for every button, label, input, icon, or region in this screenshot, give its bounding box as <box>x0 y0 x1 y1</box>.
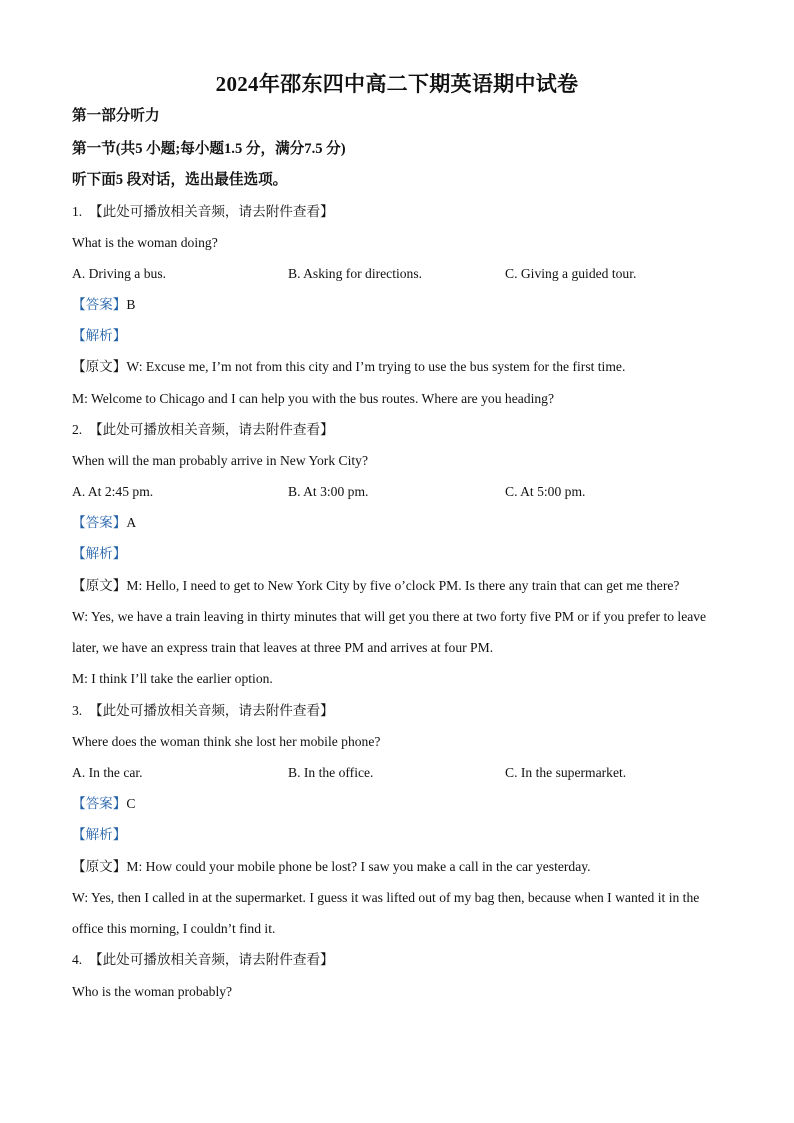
answer-label: 【答案】 <box>72 515 127 530</box>
transcript-text: W: Excuse me, I’m not from this city and I’m trying to use the bus system for the first time. <box>126 359 626 374</box>
audio-note[interactable]: 【此处可播放相关音频，请去附件查看】 <box>89 952 334 967</box>
question-2-option-c: C. At 5:00 pm. <box>505 484 586 499</box>
question-1-transcript-line-1 <box>72 358 732 376</box>
question-2-transcript-line-2: W: Yes, we have a train leaving in thirty minutes that will get you there at two forty five PM or if you prefer to leave <box>72 609 707 624</box>
transcript-text: M: Hello, I need to get to New York City by five o’clock PM. Is there any train that can get me there? <box>126 578 680 593</box>
question-1-audio-line <box>72 203 732 221</box>
answer-label: 【答案】 <box>72 297 127 312</box>
instruction: 听下面5 段对话，选出最佳选项。 <box>72 172 288 188</box>
answer-value: A <box>126 515 137 530</box>
question-3-transcript-line-2: W: Yes, then I called in at the supermarket. I guess it was lifted out of my bag then, because when I wanted it in the <box>72 890 700 905</box>
question-3-answer <box>72 795 732 813</box>
question-2-transcript-line-4: M: I think I’ll take the earlier option. <box>72 671 273 686</box>
question-2-option-a: A. At 2:45 pm. <box>72 484 154 499</box>
question-3-audio-line <box>72 702 732 720</box>
question-1-transcript-line-2: M: Welcome to Chicago and I can help you with the bus routes. Where are you heading? <box>72 391 554 406</box>
transcript-text: M: How could your mobile phone be lost? I saw you make a call in the car yesterday. <box>126 859 591 874</box>
question-number: 1. <box>72 204 83 219</box>
question-3-analysis <box>72 826 732 844</box>
question-3-transcript-line-3: office this morning, I couldn’t find it. <box>72 921 276 936</box>
question-2-analysis <box>72 545 732 563</box>
audio-note[interactable]: 【此处可播放相关音频，请去附件查看】 <box>89 422 334 437</box>
analysis-label: 【解析】 <box>72 546 127 561</box>
question-2-transcript-line-3: later, we have an express train that leaves at three PM and arrives at four PM. <box>72 640 494 655</box>
question-2-option-b: B. At 3:00 pm. <box>288 484 369 499</box>
answer-label: 【答案】 <box>72 796 127 811</box>
question-1-option-a: A. Driving a bus. <box>72 266 167 281</box>
question-1-analysis <box>72 327 732 345</box>
original-label: 【原文】 <box>72 578 127 593</box>
question-number: 2. <box>72 422 83 437</box>
part-heading: 第一部分听力 <box>72 108 160 124</box>
question-4-audio-line <box>72 951 732 969</box>
question-number: 4. <box>72 952 83 967</box>
question-1-text: What is the woman doing? <box>72 235 218 250</box>
question-3-option-a: A. In the car. <box>72 765 143 780</box>
audio-note[interactable]: 【此处可播放相关音频，请去附件查看】 <box>89 204 334 219</box>
question-3-text: Where does the woman think she lost her mobile phone? <box>72 734 381 749</box>
question-2-transcript-line-1 <box>72 577 732 595</box>
question-1-answer <box>72 296 732 314</box>
original-label: 【原文】 <box>72 359 127 374</box>
section-heading: 第一节(共5 小题;每小题1.5 分，满分7.5 分) <box>72 141 346 157</box>
answer-value: C <box>126 796 136 811</box>
question-3-option-b: B. In the office. <box>288 765 374 780</box>
question-3-option-c: C. In the supermarket. <box>505 765 627 780</box>
analysis-label: 【解析】 <box>72 328 127 343</box>
audio-note[interactable]: 【此处可播放相关音频，请去附件查看】 <box>89 703 334 718</box>
question-2-text: When will the man probably arrive in New York City? <box>72 453 368 468</box>
analysis-label: 【解析】 <box>72 827 127 842</box>
question-4-text: Who is the woman probably? <box>72 984 233 999</box>
question-1-option-b: B. Asking for directions. <box>288 266 423 281</box>
question-1-option-c: C. Giving a guided tour. <box>505 266 637 281</box>
original-label: 【原文】 <box>72 859 127 874</box>
question-number: 3. <box>72 703 83 718</box>
answer-value: B <box>126 297 136 312</box>
question-2-audio-line <box>72 421 732 439</box>
page-title: 2024年邵东四中高二下期英语期中试卷 <box>215 72 579 96</box>
question-3-transcript-line-1 <box>72 858 732 876</box>
question-2-answer <box>72 514 732 532</box>
